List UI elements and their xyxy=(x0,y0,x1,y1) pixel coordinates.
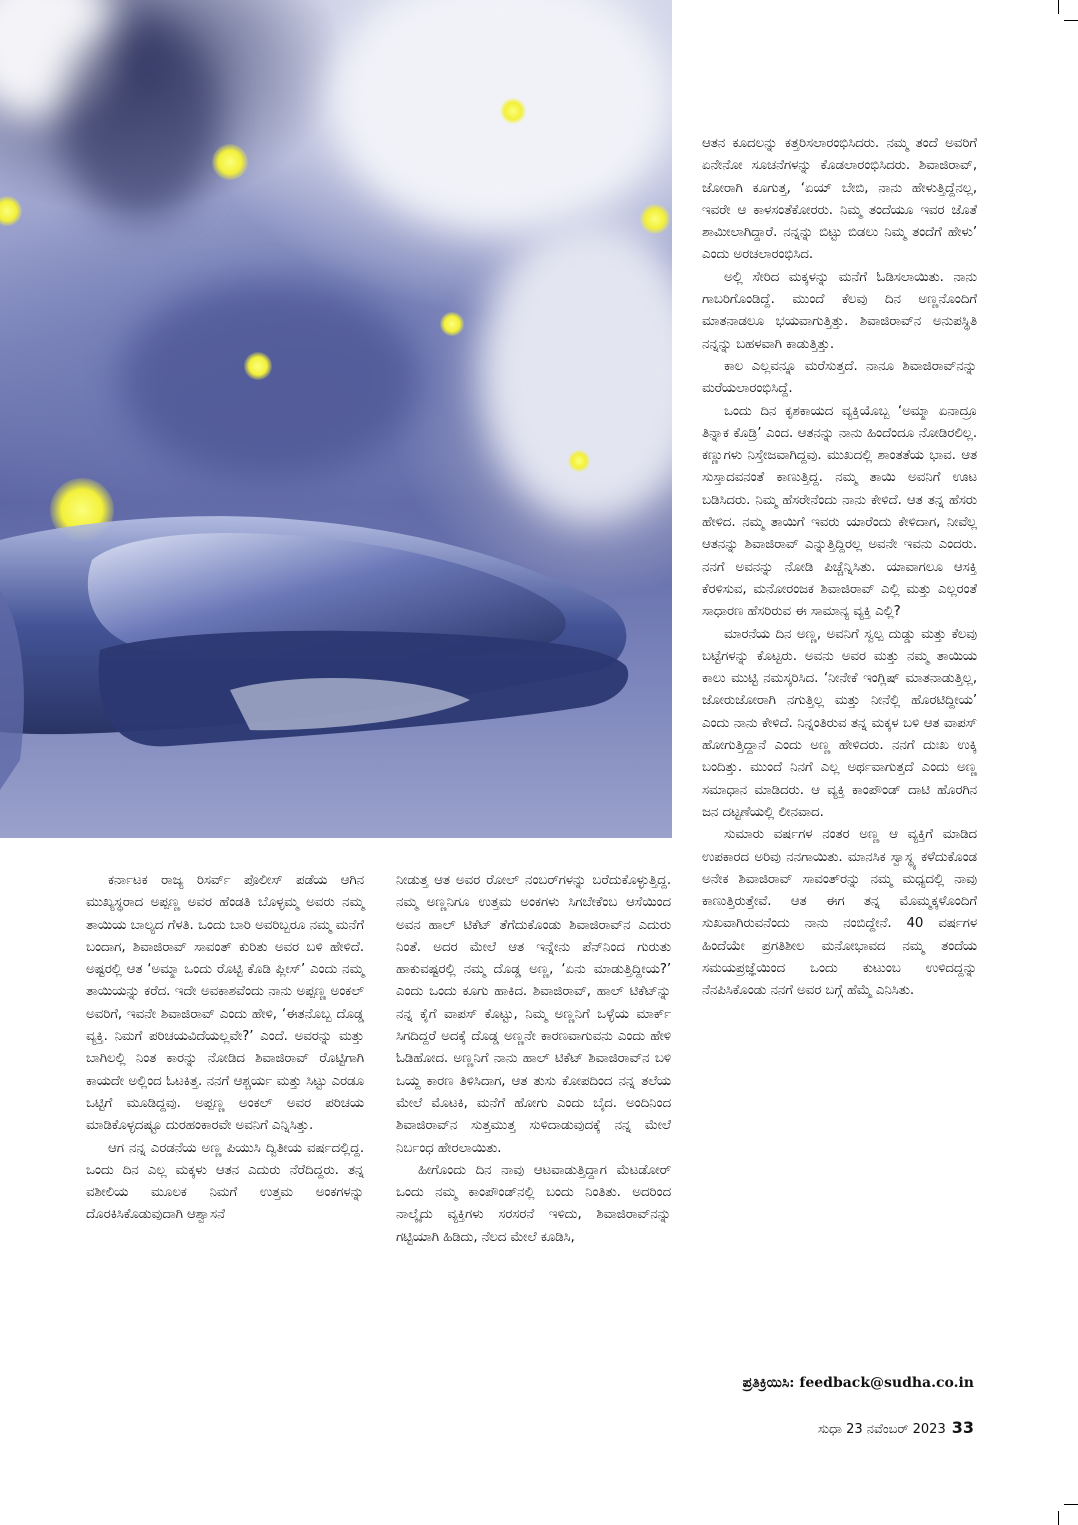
watercolor-illustration xyxy=(0,0,672,838)
paragraph: ಆತನ ಕೂದಲನ್ನು ಕತ್ತರಿಸಲಾರಂಭಿಸಿದರು. ನಮ್ಮ ತಂದೆ ಅವರಿಗೆ ಏನೇನೋ ಸೂಚನೆಗಳನ್ನು ಕೊಡಲಾರಂಭಿಸಿದರು. ಶಿವಾಜಿರಾವ್, ಜೋರಾಗಿ ಕೂಗುತ್ತ, ‘ಏಯ್ ಬೇಬಿ, ನಾನು ಹೇಳುತ್ತಿದ್ದೆನಲ್ಲ, ಇವರೇ ಆ ಕಾಳಸಂತೆಕೋರರು. ನಿಮ್ಮ ತಂದೆಯೂ ಇವರ ಜೊತೆ ಶಾಮೀಲಾಗಿದ್ದಾರೆ. ನನ್ನನ್ನು ಬಿಟ್ಟು ಬಿಡಲು ನಿಮ್ಮ ತಂದೆಗೆ ಹೇಳು’ ಎಂದು ಅರಚಲಾರಂಭಿಸಿದ. xyxy=(702,136,977,263)
middle-column xyxy=(396,870,671,1249)
paragraph: ಆಗ ನನ್ನ ಎರಡನೆಯ ಅಣ್ಣ ಪಿಯುಸಿ ದ್ವಿತೀಯ ವರ್ಷದಲ್ಲಿದ್ದ. ಒಂದು ದಿನ ಎಲ್ಲ ಮಕ್ಕಳು ಆತನ ಎದುರು ನೆರೆದಿದ್ದರು. ತನ್ನ ವಶೀಲಿಯ ಮೂಲಕ ನಿಮಗೆ ಉತ್ತಮ ಅಂಕಗಳನ್ನು ದೊರಕಿಸಿಕೊಡುವುದಾಗಿ ಆಶ್ವಾಸನೆ xyxy=(86,1140,364,1223)
paragraph: ಹೀಗೊಂದು ದಿನ ನಾವು ಆಟವಾಡುತ್ತಿದ್ದಾಗ ಮೆಟಡೋರ್ ಒಂದು ನಮ್ಮ ಕಾಂಪೌಂಡ್‌ನಲ್ಲಿ ಬಂದು ನಿಂತಿತು. ಅದರಿಂದ ನಾಲ್ಕೈದು ವ್ಯಕ್ತಿಗಳು ಸರಸರನೆ ಇಳಿದು, ಶಿವಾಜಿರಾವ್‌ನನ್ನು ಗಟ್ಟಿಯಾಗಿ ಹಿಡಿದು, ನೆಲದ ಮೇಲೆ ಕೂಡಿಸಿ, xyxy=(396,1162,671,1245)
paragraph: ಒಂದು ದಿನ ಕೃಶಕಾಯದ ವ್ಯಕ್ತಿಯೊಬ್ಬ ‘ಅಮ್ಮಾ ಏನಾದ್ರೂ ತಿನ್ನಾಕ ಕೊಡ್ರಿ’ ಎಂದ. ಆತನನ್ನು ನಾನು ಹಿಂದೆಂದೂ ನೋಡಿರಲಿಲ್ಲ. ಕಣ್ಣುಗಳು ನಿಸ್ತೇಜವಾಗಿದ್ದವು. ಮುಖದಲ್ಲಿ ಶಾಂತತೆಯ ಭಾವ. ಆತ ಸುಸ್ತಾದವನಂತೆ ಕಾಣುತ್ತಿದ್ದ. ನಮ್ಮ ತಾಯಿ ಅವನಿಗೆ ಊಟ ಬಡಿಸಿದರು. ನಿಮ್ಮ ಹೆಸರೇನೆಂದು ನಾನು ಕೇಳಿದೆ. ಆತ ತನ್ನ ಹೆಸರು ಹೇಳಿದ. ನಮ್ಮ ತಾಯಿಗೆ ಇವರು ಯಾರೆಂದು ಕೇಳಿದಾಗ, ನೀವೆಲ್ಲ ಆತನನ್ನು ಶಿವಾಜಿರಾವ್ ಎನ್ನುತ್ತಿದ್ದಿರಲ್ಲ ಅವನೇ ಇವನು ಎಂದರು. ನನಗೆ ಅವನನ್ನು ನೋಡಿ ಪಿಚ್ಚೆನ್ನಿಸಿತು. ಯಾವಾಗಲೂ ಆಸಕ್ತಿ ಕೆರಳಿಸುವ, ಮನೋರಂಜಕ ಶಿವಾಜಿರಾವ್ ಎಲ್ಲಿ ಮತ್ತು ಎಲ್ಲರಂತೆ ಸಾಧಾರಣ ಹೆಸರಿರುವ ಈ ಸಾಮಾನ್ಯ ವ್ಯಕ್ತಿ ಎಲ್ಲಿ? xyxy=(702,403,977,620)
paragraph: ನೀಡುತ್ತ ಆತ ಅವರ ರೋಲ್ ನಂಬರ್‌ಗಳನ್ನು ಬರೆದುಕೊಳ್ಳುತ್ತಿದ್ದ. ನಮ್ಮ ಅಣ್ಣನಿಗೂ ಉತ್ತಮ ಅಂಕಗಳು ಸಿಗಬೇಕೆಂಬ ಆಸೆಯಿಂದ ಅವನ ಹಾಲ್ ಟಿಕೆಟ್ ತೆಗೆದುಕೊಂಡು ಶಿವಾಜಿರಾವ್‌ನ ಎದುರು ನಿಂತೆ. ಅದರ ಮೇಲೆ ಆತ ಇನ್ನೇನು ಪೆನ್‌ನಿಂದ ಗುರುತು ಹಾಕುವಷ್ಟರಲ್ಲಿ ನಮ್ಮ ದೊಡ್ಡ ಅಣ್ಣ, ‘ಏನು ಮಾಡುತ್ತಿದ್ದೀಯ?’ ಎಂದು ಒಂದು ಕೂಗು ಹಾಕಿದ. ಶಿವಾಜಿರಾವ್, ಹಾಲ್ ಟಿಕೆಟ್‌ನ್ನು ನನ್ನ ಕೈಗೆ ವಾಪಸ್ ಕೊಟ್ಟು, ನಿಮ್ಮ ಅಣ್ಣನಿಗೆ ಒಳ್ಳೆಯ ಮಾರ್ಕ್ ಸಿಗದಿದ್ದರೆ ಅದಕ್ಕೆ ದೊಡ್ಡ ಅಣ್ಣನೇ ಕಾರಣವಾಗುವನು ಎಂದು ಹೇಳಿ ಓಡಿಹೋದ. ಅಣ್ಣನಿಗೆ ನಾನು ಹಾಲ್ ಟಿಕೆಟ್ ಶಿವಾಜಿರಾವ್‌ನ ಬಳಿ ಒಯ್ದ ಕಾರಣ ತಿಳಿಸಿದಾಗ, ಆತ ತುಸು ಕೋಪದಿಂದ ನನ್ನ ತಲೆಯ ಮೇಲೆ ಮೊಟಕಿ, ಮನೆಗೆ ಹೋಗು ಎಂದು ಬೈದ. ಅಂದಿನಿಂದ ಶಿವಾಜಿರಾವ್‌ನ ಸುತ್ತಮುತ್ತ ಸುಳಿದಾಡುವುದಕ್ಕೆ ನನ್ನ ಮೇಲೆ ನಿರ್ಬಂಧ ಹೇರಲಾಯಿತು. xyxy=(396,873,671,1156)
page-number: 33 xyxy=(951,1418,974,1437)
paragraph: ಅಲ್ಲಿ ಸೇರಿದ ಮಕ್ಕಳನ್ನು ಮನೆಗೆ ಓಡಿಸಲಾಯಿತು. ನಾನು ಗಾಬರಿಗೊಂಡಿದ್ದೆ. ಮುಂದೆ ಕೆಲವು ದಿನ ಅಣ್ಣನೊಂದಿಗೆ ಮಾತನಾಡಲೂ ಭಯವಾಗುತ್ತಿತ್ತು. ಶಿವಾಜಿರಾವ್‌ನ ಅನುಪಸ್ಥಿತಿ ನನ್ನನ್ನು ಬಹಳವಾಗಿ ಕಾಡುತ್ತಿತ್ತು. xyxy=(702,269,977,352)
crop-mark xyxy=(1064,20,1078,21)
whale-tail-shape xyxy=(0,0,672,838)
paragraph: ಸುಮಾರು ವರ್ಷಗಳ ನಂತರ ಅಣ್ಣ ಆ ವ್ಯಕ್ತಿಗೆ ಮಾಡಿದ ಉಪಕಾರದ ಅರಿವು ನನಗಾಯಿತು. ಮಾನಸಿಕ ಸ್ವಾಸ್ಥ್ಯ ಕಳೆದುಕೊಂಡ ಅನೇಕ ಶಿವಾಜಿರಾವ್ ಸಾವಂತ್‌ರನ್ನು ನಮ್ಮ ಮಧ್ಯದಲ್ಲಿ ನಾವು ಕಾಣುತ್ತಿರುತ್ತೇವೆ. ಆತ ಈಗ ತನ್ನ ಮೊಮ್ಮಕ್ಕಳೊಂದಿಗೆ ಸುಖವಾಗಿರುವನೆಂದು ನಾನು ನಂಬಿದ್ದೇನೆ. 40 ವರ್ಷಗಳ ಹಿಂದೆಯೇ ಪ್ರಗತಿಶೀಲ ಮನೋಭಾವದ ನಮ್ಮ ತಂದೆಯ ಸಮಯಪ್ರಜ್ಞೆಯಿಂದ ಒಂದು ಕುಟುಂಬ ಉಳಿದದ್ದನ್ನು ನೆನಪಿಸಿಕೊಂಡು ನನಗೆ ಅವರ ಬಗ್ಗೆ ಹೆಮ್ಮೆ ಎನಿಸಿತು. xyxy=(702,827,977,999)
issue-label: ಸುಧಾ 23 ನವೆಂಬರ್ 2023 xyxy=(817,1422,946,1437)
crop-mark xyxy=(1064,1504,1078,1505)
crop-mark xyxy=(1058,1511,1059,1525)
crop-mark xyxy=(1058,0,1059,14)
paragraph: ಕಾಲ ಎಲ್ಲವನ್ನೂ ಮರೆಸುತ್ತದೆ. ನಾನೂ ಶಿವಾಜಿರಾವ್‌ನನ್ನು ಮರೆಯಲಾರಂಭಿಸಿದ್ದೆ. xyxy=(702,358,977,397)
right-column xyxy=(702,133,977,1003)
paragraph: ಮಾರನೆಯ ದಿನ ಅಣ್ಣ, ಅವನಿಗೆ ಸ್ವಲ್ಪ ದುಡ್ಡು ಮತ್ತು ಕೆಲವು ಬಟ್ಟೆಗಳನ್ನು ಕೊಟ್ಟರು. ಅವನು ಅವರ ಮತ್ತು ನಮ್ಮ ತಾಯಿಯ ಕಾಲು ಮುಟ್ಟಿ ನಮಸ್ಕರಿಸಿದ. ‘ನೀನೇಕೆ ಇಂಗ್ಲಿಷ್ ಮಾತನಾಡುತ್ತಿಲ್ಲ, ಜೋರುಜೋರಾಗಿ ನಗುತ್ತಿಲ್ಲ ಮತ್ತು ನೀನೆಲ್ಲಿ ಹೊರಟಿದ್ದೀಯ’ ಎಂದು ನಾನು ಕೇಳಿದೆ. ನಿನ್ನಂತಿರುವ ತನ್ನ ಮಕ್ಕಳ ಬಳಿ ಆತ ವಾಪಸ್ ಹೋಗುತ್ತಿದ್ದಾನೆ ಎಂದು ಅಣ್ಣ ಹೇಳಿದರು. ನನಗೆ ದುಃಖ ಉಕ್ಕಿ ಬಂದಿತ್ತು. ಮುಂದೆ ನಿನಗೆ ಎಲ್ಲ ಅರ್ಥವಾಗುತ್ತದೆ ಎಂದು ಅಣ್ಣ ಸಮಾಧಾನ ಮಾಡಿದರು. ಆ ವ್ಯಕ್ತಿ ಕಾಂಪೌಂಡ್ ದಾಟಿ ಹೊರಗಿನ ಜನ ದಟ್ಟಣೆಯಲ್ಲಿ ಲೀನವಾದ. xyxy=(702,626,977,820)
feedback-line: ಪ್ರತಿಕ್ರಿಯಿಸಿ: feedback@sudha.co.in xyxy=(742,1375,974,1391)
left-column xyxy=(86,870,364,1227)
page-footer xyxy=(818,1418,974,1437)
paragraph: ಕರ್ನಾಟಕ ರಾಜ್ಯ ರಿಸರ್ವ್ ಪೊಲೀಸ್ ಪಡೆಯ ಆಗಿನ ಮುಖ್ಯಸ್ಥರಾದ ಅಪ್ಪಣ್ಣ ಅವರ ಹೆಂಡತಿ ಬೊಳ್ಳಮ್ಮ ಅವರು ನಮ್ಮ ತಾಯಿಯ ಬಾಲ್ಯದ ಗೆಳತಿ. ಒಂದು ಬಾರಿ ಅವರಿಬ್ಬರೂ ನಮ್ಮ ಮನೆಗೆ ಬಂದಾಗ, ಶಿವಾಜಿರಾವ್ ಸಾವಂತ್ ಕುರಿತು ಅವರ ಬಳಿ ಹೇಳಿದೆ. ಅಷ್ಟರಲ್ಲಿ ಆತ ‘ಅಮ್ಮಾ ಒಂದು ರೊಟ್ಟಿ ಕೊಡಿ ಪ್ಲೀಸ್’ ಎಂದು ನಮ್ಮ ತಾಯಿಯನ್ನು ಕರೆದ. ಇದೇ ಅವಕಾಶವೆಂದು ನಾನು ಅಪ್ಪಣ್ಣ ಅಂಕಲ್ ಅವರಿಗೆ, ಇವನೇ ಶಿವಾಜಿರಾವ್ ಎಂದು ಹೇಳಿ, ‘ಈತನೊಬ್ಬ ದೊಡ್ಡ ವ್ಯಕ್ತಿ. ನಿಮಗೆ ಪರಿಚಯವಿದೆಯಲ್ಲವೇ?’ ಎಂದೆ. ಅವರನ್ನು ಮತ್ತು ಬಾಗಿಲಲ್ಲಿ ನಿಂತ ಕಾರನ್ನು ನೋಡಿದ ಶಿವಾಜಿರಾವ್ ರೊಟ್ಟಿಗಾಗಿ ಕಾಯದೇ ಅಲ್ಲಿಂದ ಓಟಕಿತ್ತ. ನನಗೆ ಆಶ್ಚರ್ಯ ಮತ್ತು ಸಿಟ್ಟು ಎರಡೂ ಒಟ್ಟಿಗೆ ಮೂಡಿದ್ದವು. ಅಪ್ಪಣ್ಣ ಅಂಕಲ್ ಅವರ ಪರಿಚಯ ಮಾಡಿಕೊಳ್ಳದಷ್ಟೂ ದುರಹಂಕಾರವೇ ಅವನಿಗೆ ಎನ್ನಿಸಿತ್ತು. xyxy=(86,873,364,1134)
